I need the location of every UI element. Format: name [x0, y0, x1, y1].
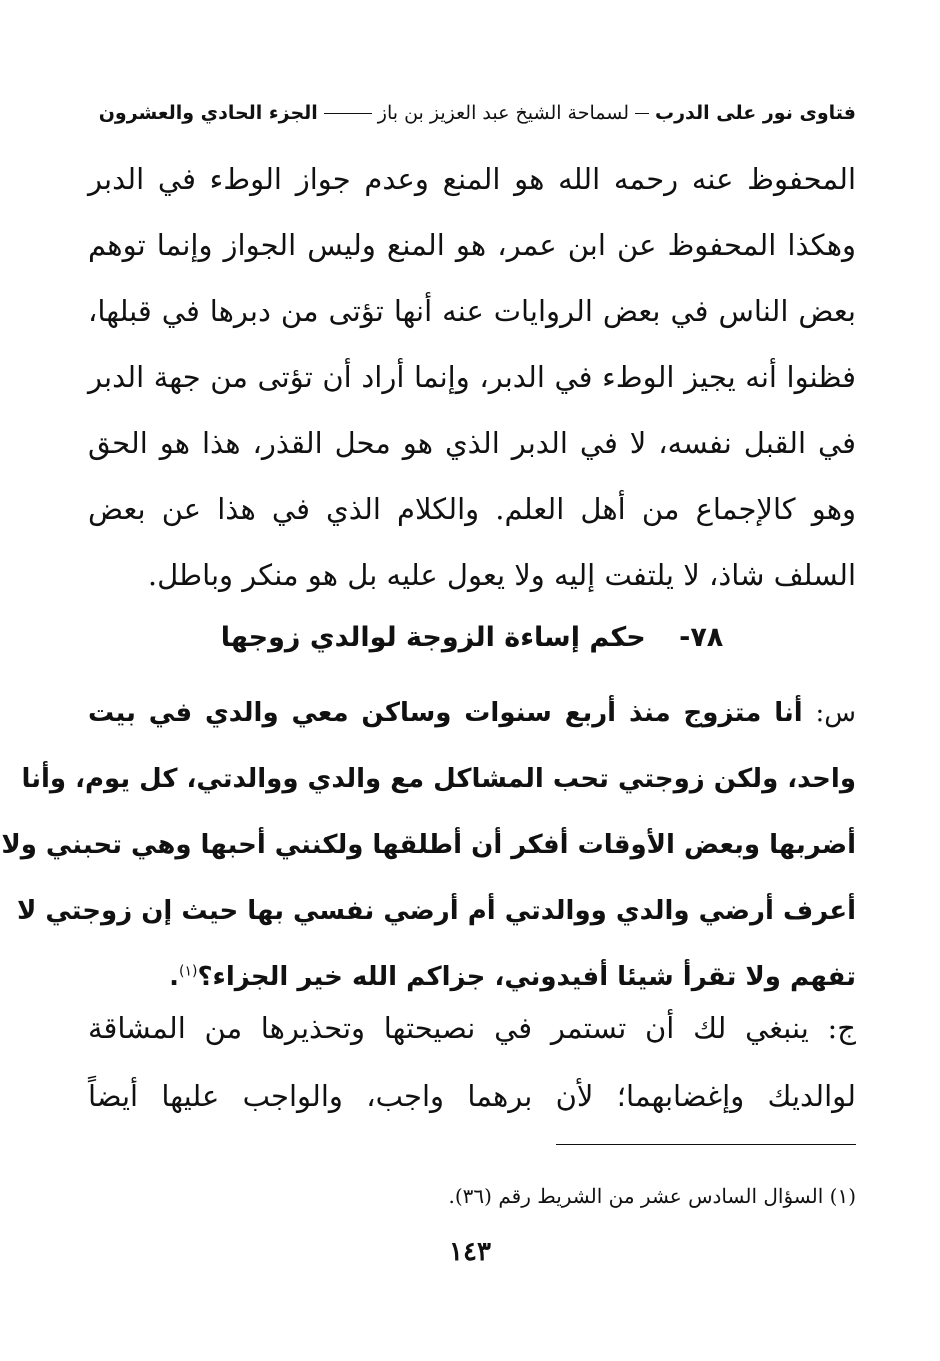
- header-separator: [635, 113, 649, 114]
- question-text: تفهم ولا تقرأ شيئا أفيدوني، جزاكم الله خير الجزاء؟: [197, 962, 856, 992]
- section-number: ٧٨-: [679, 622, 724, 653]
- question-line: أضربها وبعض الأوقات أفكر أن أطلقها ولكنني أحبها وهي تحبني ولا: [1, 830, 856, 860]
- question-end-mark: .: [169, 962, 179, 992]
- body-line: وهكذا المحفوظ عن ابن عمر، هو المنع وليس الجواز وإنما توهم: [88, 228, 856, 262]
- running-header: [92, 96, 856, 130]
- author-name: لسماحة الشيخ عبد العزيز بن باز: [377, 102, 629, 124]
- question-label: س:: [815, 698, 857, 728]
- volume-label: الجزء الحادي والعشرون: [98, 102, 318, 124]
- section-title: حكم إساءة الزوجة لوالدي زوجها: [220, 622, 646, 653]
- body-line: فظنوا أنه يجيز الوطء في الدبر، وإنما أراد أن تؤتى من جهة الدبر: [88, 360, 856, 394]
- question-line: [88, 680, 856, 746]
- question-line: واحد، ولكن زوجتي تحب المشاكل مع والدي ووالدتي، كل يوم، وأنا: [21, 764, 856, 794]
- answer-line: ج: ينبغي لك أن تستمر في نصيحتها وتحذيرها من المشاقة: [88, 1011, 856, 1045]
- page-number: ١٤٣: [449, 1237, 491, 1267]
- footnote-divider: [556, 1144, 856, 1145]
- body-line: وهو كالإجماع من أهل العلم. والكلام الذي في هذا عن بعض: [88, 492, 856, 526]
- answer-block: [88, 994, 856, 1130]
- book-title: فتاوى نور على الدرب: [655, 102, 856, 124]
- question-line: أعرف أرضي والدي ووالدتي أم أرضي نفسي بها حيث إن زوجتي لا: [16, 896, 856, 926]
- body-paragraph: [88, 146, 856, 608]
- footnote: (١) السؤال السادس عشر من الشريط رقم (٣٦).: [448, 1184, 856, 1208]
- question-text: أنا متزوج منذ أربع سنوات وساكن معي والدي في بيت: [88, 698, 803, 728]
- body-line: المحفوظ عنه رحمه الله هو المنع وعدم جواز الوطء في الدبر: [88, 162, 856, 196]
- answer-line: لوالديك وإغضابهما؛ لأن برهما واجب، والواجب عليها أيضاً: [88, 1079, 856, 1113]
- header-separator: [324, 113, 372, 114]
- question-block: [1, 680, 857, 1010]
- body-line: بعض الناس في بعض الروايات عنه أنها تؤتى من دبرها في قبلها،: [88, 294, 856, 328]
- body-line: في القبل نفسه، لا في الدبر الذي هو محل القذر، هذا هو الحق: [88, 426, 856, 460]
- section-heading: [88, 608, 856, 668]
- body-line: السلف شاذ، لا يلتفت إليه ولا يعول عليه بل هو منكر وباطل.: [147, 558, 856, 592]
- footnote-reference[interactable]: (١): [178, 963, 198, 980]
